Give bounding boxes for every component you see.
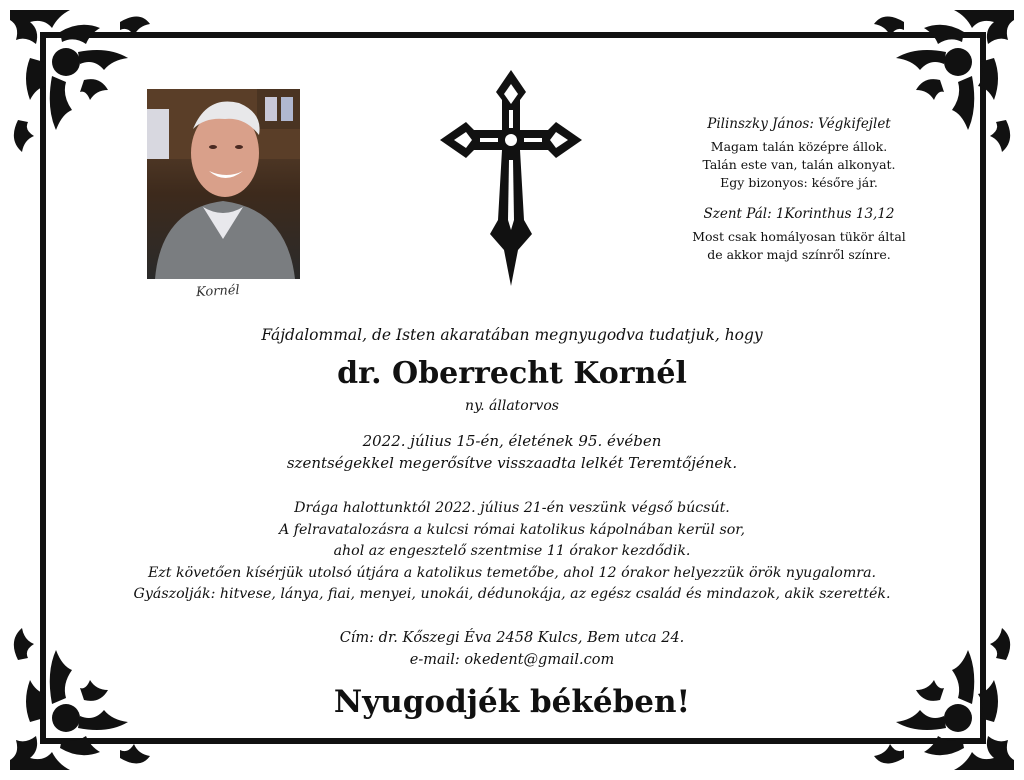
quote-line: de akkor majd színről színre. — [707, 247, 891, 262]
funeral-line: ahol az engesztelő szentmise 11 órakor kezdődik. — [333, 543, 691, 559]
death-line: 2022. július 15-én, életének 95. évében — [362, 432, 662, 450]
funeral-line: Ezt követően kísérjük utolsó útjára a katolikus temetőbe, ahol 12 órakor helyezzük örök nyugalomra. — [147, 564, 877, 581]
funeral-line: Drága halottunktól 2022. július 21-én veszünk végső búcsút. — [294, 500, 730, 516]
intro-text: Fájdalommal, de Isten akaratában megnyugodva tudatjuk, hogy — [261, 326, 763, 344]
closing-text: Nyugodjék békében! — [333, 684, 691, 720]
quote-line: Magam talán középre állok. — [710, 139, 888, 154]
quote-line: Talán este van, talán alkonyat. — [702, 157, 896, 172]
death-line: szentségekkel megerősítve visszaadta lelkét Teremtőjének. — [286, 454, 738, 472]
deceased-title: ny. állatorvos — [465, 398, 559, 414]
quote-line: Most csak homályosan tükör által — [692, 229, 906, 244]
quotes-block — [680, 116, 918, 264]
deceased-name: dr. Oberrecht Kornél — [337, 356, 687, 391]
portrait-photo — [147, 89, 300, 279]
quote-title: Szent Pál: 1Korinthus 13,12 — [703, 206, 895, 222]
address: Cím: dr. Kőszegi Éva 2458 Kulcs, Bem utca 24. — [339, 630, 685, 646]
funeral-details — [80, 498, 944, 606]
funeral-line: A felravatalozásra a kulcsi római katolikus kápolnában kerül sor, — [278, 521, 746, 538]
cross-icon — [440, 70, 582, 286]
quote-title: Pilinszky János: Végkifejlet — [707, 116, 891, 132]
signature: Kornél — [195, 282, 241, 301]
email: e-mail: okedent@gmail.com — [409, 652, 615, 668]
funeral-line: Gyászolják: hitvese, lánya, fiai, menyei, unokái, dédunokája, az egész család és mindazok, akik szerették. — [133, 586, 891, 602]
quote-line: Egy bizonyos: későre jár. — [720, 175, 878, 190]
death-notice — [80, 430, 944, 474]
contact-block — [80, 627, 944, 671]
